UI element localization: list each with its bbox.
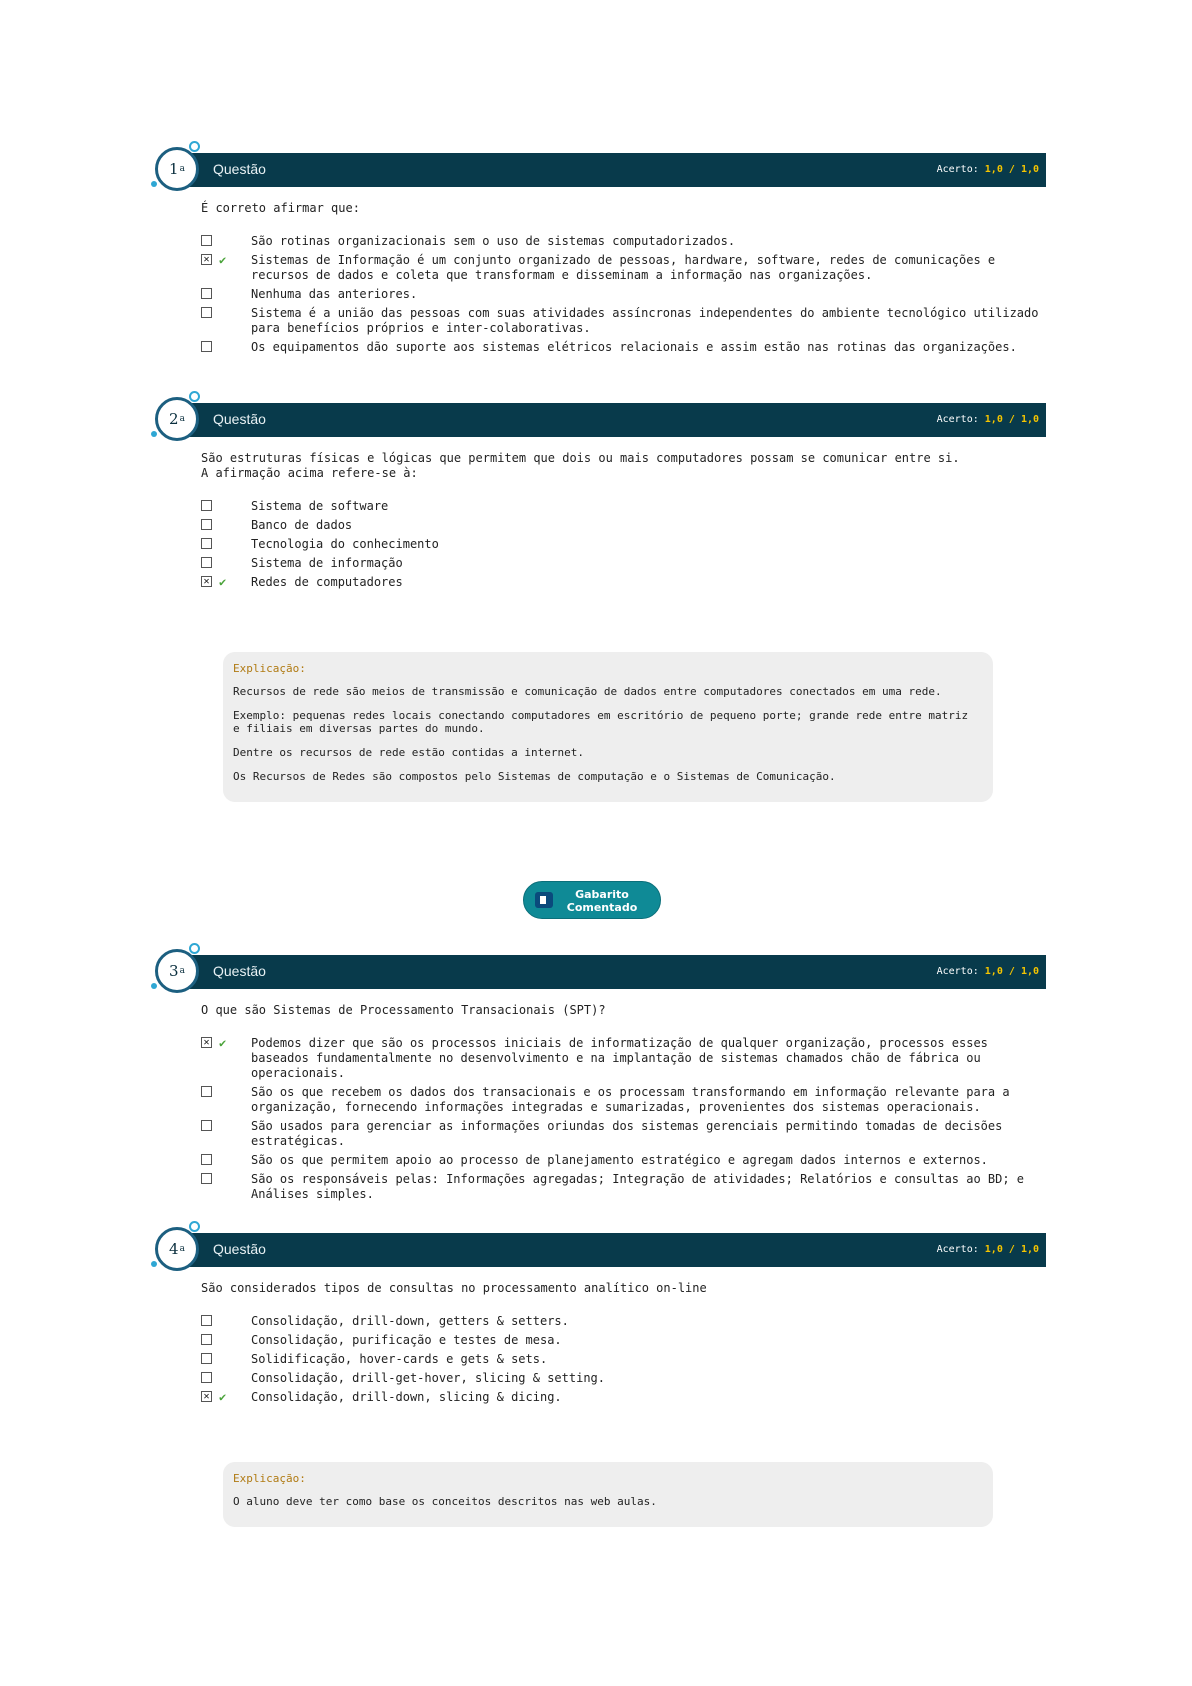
question-number-sup: a bbox=[179, 1244, 185, 1254]
score-total: 1,0 bbox=[1020, 164, 1039, 175]
badge-bubble-icon bbox=[189, 1221, 200, 1232]
question-header bbox=[153, 153, 1046, 187]
score: Acerto: 1,0 / 1,0 bbox=[936, 414, 1039, 425]
score-label: Acerto: bbox=[936, 966, 979, 977]
option-checkbox[interactable] bbox=[201, 307, 212, 318]
option-checkbox[interactable] bbox=[201, 1086, 212, 1097]
option-text: Sistema de informação bbox=[251, 556, 403, 570]
score-value: 1,0 bbox=[984, 164, 1003, 175]
option bbox=[201, 340, 1046, 355]
options-list bbox=[201, 234, 1046, 355]
option-text: Banco de dados bbox=[251, 518, 353, 532]
score: Acerto: 1,0 / 1,0 bbox=[936, 1244, 1039, 1255]
option bbox=[201, 1390, 1046, 1405]
badge-bubble-icon bbox=[151, 181, 157, 187]
option-text: Consolidação, drill-down, slicing & dicing. bbox=[251, 1390, 562, 1404]
score: Acerto: 1,0 / 1,0 bbox=[936, 164, 1039, 175]
option bbox=[201, 306, 1046, 336]
score-value: 1,0 bbox=[984, 966, 1003, 977]
question-title: Questão bbox=[213, 1241, 266, 1257]
question-number-sup: a bbox=[179, 966, 185, 976]
explanation-paragraph: Dentre os recursos de rede estão contidas a internet. bbox=[233, 746, 584, 759]
score-total: 1,0 bbox=[1020, 966, 1039, 977]
correct-check-icon: ✔ bbox=[219, 1036, 227, 1050]
score-value: 1,0 bbox=[984, 414, 1003, 425]
option-text: São os que permitem apoio ao processo de planejamento estratégico e agregam dados internos e externos. bbox=[251, 1153, 988, 1167]
question-number-badge bbox=[155, 949, 199, 993]
question-number: 3 bbox=[169, 962, 179, 980]
option-checkbox[interactable] bbox=[201, 341, 212, 352]
option bbox=[201, 234, 1046, 249]
option-text: Sistema de software bbox=[251, 499, 389, 513]
badge-bubble-icon bbox=[189, 391, 200, 402]
option bbox=[201, 518, 1046, 533]
score-total: 1,0 bbox=[1020, 1244, 1039, 1255]
question-2 bbox=[153, 403, 1046, 594]
explanation-paragraph: Exemplo: pequenas redes locais conectando computadores em escritório de pequeno porte; grande rede entre matriz e filiais em diversas partes do mundo. bbox=[233, 709, 969, 735]
option-text: Nenhuma das anteriores. bbox=[251, 287, 418, 301]
option-text: Redes de computadores bbox=[251, 575, 403, 589]
option-text: Consolidação, drill-down, getters & setters. bbox=[251, 1314, 569, 1328]
option-checkbox[interactable] bbox=[201, 1120, 212, 1131]
option-text: São os que recebem os dados dos transacionais e os processam transformando em informação relevante para a organização, fornecendo informações integradas e sumarizadas, provenientes dos sistemas operacionais. bbox=[251, 1085, 1010, 1114]
badge-bubble-icon bbox=[189, 141, 200, 152]
option-checkbox[interactable] bbox=[201, 288, 212, 299]
question-number-badge bbox=[155, 397, 199, 441]
option-text: Sistema é a união das pessoas com suas atividades assíncronas independentes do ambiente tecnológico utilizado para benefícios próprios e inter-colaborativas. bbox=[251, 306, 1039, 335]
explanation-box bbox=[223, 652, 993, 802]
question-stem: O que são Sistemas de Processamento Transacionais (SPT)? bbox=[201, 1003, 606, 1017]
score-label: Acerto: bbox=[936, 414, 979, 425]
option bbox=[201, 499, 1046, 514]
option-checkbox-checked[interactable]: ✕ bbox=[201, 576, 212, 587]
gabarito-label-line1: Gabarito bbox=[575, 888, 629, 901]
gabarito-comentado-button[interactable] bbox=[523, 881, 661, 919]
question-header-bar bbox=[183, 403, 1046, 437]
question-1 bbox=[153, 153, 1046, 359]
option bbox=[201, 1352, 1046, 1367]
option-text: Tecnologia do conhecimento bbox=[251, 537, 439, 551]
option bbox=[201, 1172, 1046, 1202]
option-checkbox[interactable] bbox=[201, 500, 212, 511]
option-text: Consolidação, purificação e testes de mesa. bbox=[251, 1333, 562, 1347]
question-header bbox=[153, 955, 1046, 989]
explanation-box bbox=[223, 1462, 993, 1527]
question-header-bar bbox=[183, 153, 1046, 187]
question-stem bbox=[201, 451, 1046, 481]
option-text: São rotinas organizacionais sem o uso de sistemas computadorizados. bbox=[251, 234, 736, 248]
question-stem: São considerados tipos de consultas no processamento analítico on-line bbox=[201, 1281, 707, 1295]
option bbox=[201, 287, 1046, 302]
option-text: Os equipamentos dão suporte aos sistemas elétricos relacionais e assim estão nas rotinas das organizações. bbox=[251, 340, 1017, 354]
option bbox=[201, 253, 1046, 283]
option bbox=[201, 1333, 1046, 1348]
option bbox=[201, 575, 1046, 590]
option-checkbox[interactable] bbox=[201, 1315, 212, 1326]
option bbox=[201, 1085, 1046, 1115]
option-checkbox[interactable] bbox=[201, 1334, 212, 1345]
option-checkbox-checked[interactable]: ✕ bbox=[201, 1391, 212, 1402]
badge-bubble-icon bbox=[151, 983, 157, 989]
question-title: Questão bbox=[213, 161, 266, 177]
question-number-sup: a bbox=[179, 164, 185, 174]
question-header bbox=[153, 1233, 1046, 1267]
explanation-paragraph: Recursos de rede são meios de transmissão e comunicação de dados entre computadores conectados em uma rede. bbox=[233, 685, 942, 698]
question-stem-line: A afirmação acima refere-se à: bbox=[201, 466, 418, 480]
question-number-sup: a bbox=[179, 414, 185, 424]
options-list bbox=[201, 1314, 1046, 1405]
option bbox=[201, 1314, 1046, 1329]
score-value: 1,0 bbox=[984, 1244, 1003, 1255]
score-label: Acerto: bbox=[936, 1244, 979, 1255]
options-list bbox=[201, 499, 1046, 590]
correct-check-icon: ✔ bbox=[219, 1390, 227, 1404]
score-total: 1,0 bbox=[1020, 414, 1039, 425]
gabarito-label-line2: Comentado bbox=[566, 901, 638, 914]
question-number: 2 bbox=[169, 410, 179, 428]
option-checkbox[interactable] bbox=[201, 519, 212, 530]
option-text: São usados para gerenciar as informações oriundas dos sistemas gerenciais permitindo tomadas de decisões estratégicas. bbox=[251, 1119, 1003, 1148]
correct-check-icon: ✔ bbox=[219, 575, 227, 589]
option-text: São os responsáveis pelas: Informações agregadas; Integração de atividades; Relatórios e consultas ao BD; e Análises simples. bbox=[251, 1172, 1025, 1201]
correct-check-icon: ✔ bbox=[219, 253, 227, 267]
video-camera-icon bbox=[535, 892, 553, 908]
question-stem-line: São estruturas físicas e lógicas que permitem que dois ou mais computadores possam se comunicar entre si. bbox=[201, 451, 960, 465]
explanation-paragraph: Os Recursos de Redes são compostos pelo Sistemas de computação e o Sistemas de Comunicação. bbox=[233, 770, 836, 783]
question-number-badge bbox=[155, 147, 199, 191]
badge-bubble-icon bbox=[189, 943, 200, 954]
question-header bbox=[153, 403, 1046, 437]
option-checkbox[interactable] bbox=[201, 557, 212, 568]
option-checkbox[interactable] bbox=[201, 1353, 212, 1364]
option-text: Podemos dizer que são os processos iniciais de informatização de qualquer organização, processos esses baseados fundamentalmente no desenvolvimento e na implantação de sistemas chamados chão de fábrica ou operacionais. bbox=[251, 1036, 988, 1080]
option-text: Solidificação, hover-cards e gets & sets. bbox=[251, 1352, 548, 1366]
explanation-title: Explicação: bbox=[233, 662, 306, 675]
question-number: 1 bbox=[169, 160, 179, 178]
options-list bbox=[201, 1036, 1046, 1202]
question-3 bbox=[153, 955, 1046, 1206]
option-text: Consolidação, drill-get-hover, slicing & setting. bbox=[251, 1371, 606, 1385]
question-title: Questão bbox=[213, 411, 266, 427]
option-text: Sistemas de Informação é um conjunto organizado de pessoas, hardware, software, redes de comunicações e recursos de dados e coleta que transformam e disseminam a informação nas organizações. bbox=[251, 253, 996, 282]
option bbox=[201, 1371, 1046, 1386]
explanation-title: Explicação: bbox=[233, 1472, 306, 1485]
option bbox=[201, 1036, 1046, 1081]
score-label: Acerto: bbox=[936, 164, 979, 175]
option-checkbox[interactable] bbox=[201, 235, 212, 246]
question-title: Questão bbox=[213, 963, 266, 979]
badge-bubble-icon bbox=[151, 1261, 157, 1267]
question-4 bbox=[153, 1233, 1046, 1409]
option bbox=[201, 537, 1046, 552]
option bbox=[201, 556, 1046, 571]
question-header-bar bbox=[183, 1233, 1046, 1267]
option-checkbox-checked[interactable]: ✕ bbox=[201, 254, 212, 265]
score: Acerto: 1,0 / 1,0 bbox=[936, 966, 1039, 977]
question-stem: É correto afirmar que: bbox=[201, 201, 360, 215]
question-number: 4 bbox=[169, 1240, 179, 1258]
question-number-badge bbox=[155, 1227, 199, 1271]
option bbox=[201, 1119, 1046, 1149]
option-checkbox[interactable] bbox=[201, 538, 212, 549]
option-checkbox-checked[interactable]: ✕ bbox=[201, 1037, 212, 1048]
option-checkbox[interactable] bbox=[201, 1154, 212, 1165]
question-header-bar bbox=[183, 955, 1046, 989]
badge-bubble-icon bbox=[151, 431, 157, 437]
option-checkbox[interactable] bbox=[201, 1372, 212, 1383]
option bbox=[201, 1153, 1046, 1168]
option-checkbox[interactable] bbox=[201, 1173, 212, 1184]
explanation-paragraph: O aluno deve ter como base os conceitos descritos nas web aulas. bbox=[233, 1495, 657, 1508]
